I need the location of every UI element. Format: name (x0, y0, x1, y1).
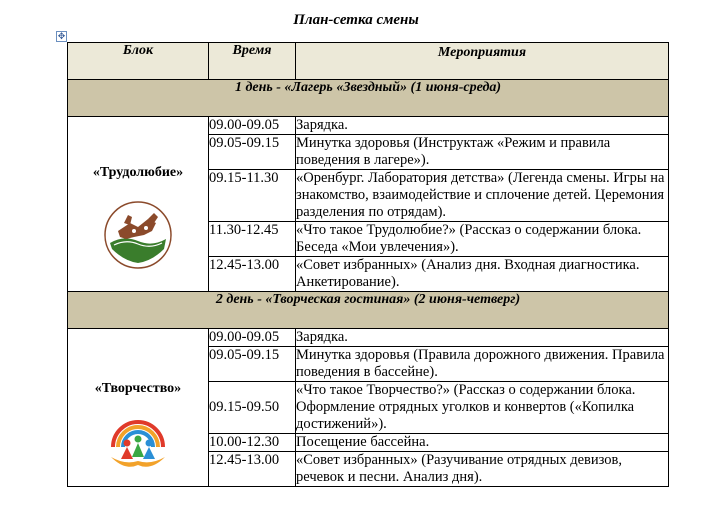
event-cell: «Что такое Творчество?» (Рассказ о содержании блока. Оформление отрядных уголков и конвертов («Копилка достижений»). (296, 382, 669, 434)
time-cell: 09.00-09.05 (209, 329, 296, 347)
rainbow-people-emblem-icon (105, 413, 171, 473)
event-cell: «Оренбург. Лаборатория детства» (Легенда смены. Игры на знакомство, взаимодействие и сплочение детей. Церемония разделения по отрядам). (296, 170, 669, 222)
schedule-table (67, 42, 669, 487)
table-row (68, 117, 669, 135)
block-name: «Творчество» (94, 381, 182, 396)
time-cell: 11.30-12.45 (209, 222, 296, 257)
time-cell: 12.45-13.00 (209, 452, 296, 487)
event-cell: Минутка здоровья (Правила дорожного движения. Правила поведения в бассейне). (296, 347, 669, 382)
table-header-row (68, 43, 669, 80)
table-row (68, 329, 669, 347)
header-block: Блок (68, 43, 209, 80)
table-move-handle-icon[interactable]: ✥ (57, 31, 66, 41)
time-cell: 09.15-11.30 (209, 170, 296, 222)
document-title: План-сетка смены (293, 12, 419, 28)
time-cell: 12.45-13.00 (209, 257, 296, 292)
time-cell: 09.05-09.15 (209, 347, 296, 382)
event-cell: Зарядка. (296, 329, 669, 347)
day-row (68, 292, 669, 329)
time-cell: 09.15-09.50 (209, 382, 296, 434)
day-2-title: 2 день - «Творческая гостиная» (2 июня-четверг) (68, 292, 669, 329)
time-cell: 09.05-09.15 (209, 135, 296, 170)
block-name: «Трудолюбие» (92, 165, 184, 180)
header-events: Мероприятия (296, 43, 669, 80)
block-cell (68, 329, 209, 487)
event-cell: «Совет избранных» (Разучивание отрядных девизов, речевок и песни. Анализ дня). (296, 452, 669, 487)
event-cell: «Совет избранных» (Анализ дня. Входная диагностика. Анкетирование). (296, 257, 669, 292)
day-row (68, 80, 669, 117)
day-1-title: 1 день - «Лагерь «Звездный» (1 июня-среда) (68, 80, 669, 117)
event-cell: Минутка здоровья (Инструктаж «Режим и правила поведения в лагере»). (296, 135, 669, 170)
time-cell: 10.00-12.30 (209, 434, 296, 452)
block-cell (68, 117, 209, 292)
time-cell: 09.00-09.05 (209, 117, 296, 135)
event-cell: Посещение бассейна. (296, 434, 669, 452)
event-cell: «Что такое Трудолюбие?» (Рассказ о содержании блока. Беседа «Мои увлечения»). (296, 222, 669, 257)
hands-earth-emblem-icon (104, 201, 172, 269)
header-time: Время (209, 43, 296, 80)
event-cell: Зарядка. (296, 117, 669, 135)
